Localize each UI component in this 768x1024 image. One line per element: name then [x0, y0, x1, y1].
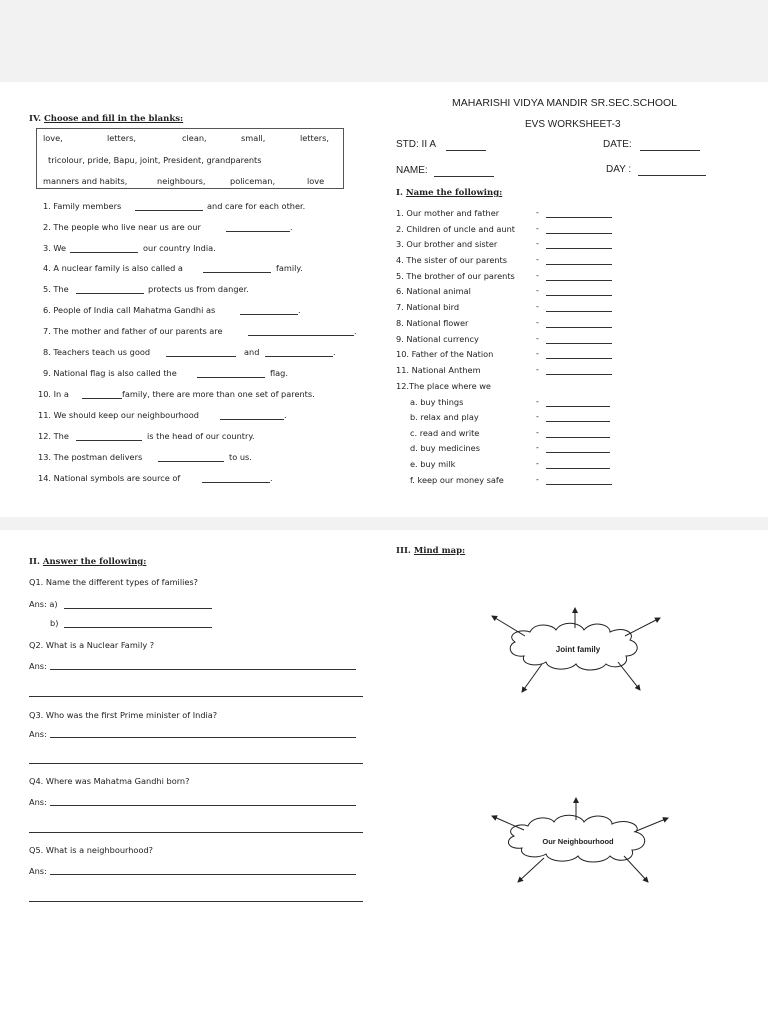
answer-line[interactable]	[29, 696, 363, 697]
fill-question: 11. We should keep our neighbourhood	[38, 410, 200, 420]
std-label: STD: II A	[396, 139, 437, 150]
name-item: 3. Our brother and sister	[396, 239, 498, 249]
name-item: 12.The place where we	[396, 381, 491, 391]
answer-blank[interactable]	[240, 314, 298, 315]
joint-family-label: Joint family	[555, 645, 601, 654]
answer-blank[interactable]	[135, 210, 203, 211]
item-dash: -	[536, 349, 539, 358]
answer-blank[interactable]	[546, 406, 610, 407]
answer-label: Ans:	[29, 729, 47, 739]
word-box-row: tricolour, pride, Bapu, joint, President, grandparents	[48, 155, 262, 165]
answer-blank[interactable]	[546, 343, 612, 344]
answer-question: Q1. Name the different types of families?	[29, 577, 199, 587]
name-item: 2. Children of uncle and aunt	[396, 224, 515, 234]
answer-line[interactable]	[50, 874, 356, 875]
name-subitem: b. relax and play	[410, 412, 479, 422]
answer-label: Ans:	[29, 661, 47, 671]
fill-question: 10. In a	[38, 389, 69, 399]
answer-blank[interactable]	[546, 468, 610, 469]
fill-question: 4. A nuclear family is also called a	[43, 263, 183, 273]
section-2-heading	[29, 557, 146, 567]
answer-blank[interactable]	[546, 264, 612, 265]
worksheet-title: EVS WORKSHEET-3	[525, 119, 621, 130]
fill-question: 6. People of India call Mahatma Gandhi as	[43, 305, 216, 315]
answer-blank[interactable]	[203, 272, 271, 273]
item-dash: -	[536, 428, 539, 437]
answer-blank[interactable]	[166, 356, 236, 357]
fill-question: is the head of our country.	[147, 431, 255, 441]
answer-label: Ans:	[29, 797, 47, 807]
joint-family-mind-map	[480, 600, 680, 700]
answer-blank[interactable]	[248, 335, 354, 336]
answer-blank[interactable]	[546, 437, 610, 438]
item-dash: -	[536, 271, 539, 280]
name-subitem: d. buy medicines	[410, 443, 480, 453]
item-dash: -	[536, 318, 539, 327]
answer-line[interactable]	[50, 737, 356, 738]
fill-question: 13. The postman delivers	[38, 452, 143, 462]
section-1-title: Name the following:	[405, 188, 503, 198]
fill-question: 7. The mother and father of our parents are	[43, 326, 223, 336]
word-box-word: neighbours,	[157, 176, 206, 186]
name-item: 4. The sister of our parents	[396, 255, 508, 265]
word-box-word: love	[307, 176, 325, 186]
section-1-number: I.	[396, 188, 403, 198]
date-blank	[640, 150, 700, 151]
word-box-word: manners and habits,	[43, 176, 128, 186]
fill-question: .	[354, 326, 357, 336]
answer-blank[interactable]	[546, 248, 612, 249]
item-dash: -	[536, 459, 539, 468]
answer-blank[interactable]	[546, 358, 612, 359]
name-item: 10. Father of the Nation	[396, 349, 494, 359]
fill-question: .	[270, 473, 273, 483]
item-dash: -	[536, 224, 539, 233]
answer-label: Ans: a)	[29, 599, 58, 609]
fill-question: 3. We	[43, 243, 67, 253]
std-blank	[446, 150, 486, 151]
answer-label: Ans:	[29, 866, 47, 876]
answer-blank[interactable]	[265, 356, 333, 357]
section-2-title: Answer the following:	[42, 557, 147, 567]
name-item: 8. National flower	[396, 318, 469, 328]
fill-question: 1. Family members	[43, 201, 122, 211]
answer-blank[interactable]	[197, 377, 265, 378]
arrow-lower-right	[624, 856, 648, 882]
item-dash: -	[536, 365, 539, 374]
answer-blank[interactable]	[546, 295, 612, 296]
answer-line[interactable]	[64, 627, 212, 628]
answer-question: Q2. What is a Nuclear Family ?	[29, 640, 155, 650]
answer-blank[interactable]	[76, 440, 142, 441]
answer-question: Q4. Where was Mahatma Gandhi born?	[29, 776, 190, 786]
answer-blank[interactable]	[226, 231, 290, 232]
day-label: DAY :	[606, 164, 632, 175]
section-4-number: IV.	[29, 114, 42, 124]
answer-question: Q5. What is a neighbourhood?	[29, 845, 153, 855]
worksheet-page-2	[0, 530, 768, 1024]
word-box-word: clean,	[182, 133, 207, 143]
arrow-lower-right	[618, 662, 640, 690]
answer-blank[interactable]	[546, 280, 612, 281]
word-box-word: letters,	[300, 133, 330, 143]
answer-blank[interactable]	[546, 484, 612, 485]
neighbourhood-mind-map	[484, 792, 680, 888]
item-dash: -	[536, 255, 539, 264]
fill-question: and	[244, 347, 260, 357]
answer-blank[interactable]	[546, 233, 612, 234]
fill-question: 14. National symbols are source of	[38, 473, 181, 483]
fill-question: 2. The people who live near us are our	[43, 222, 201, 232]
school-name: MAHARISHI VIDYA MANDIR SR.SEC.SCHOOL	[452, 97, 678, 109]
answer-blank[interactable]	[82, 398, 122, 399]
fill-question: 5. The	[43, 284, 69, 294]
item-dash: -	[536, 302, 539, 311]
fill-question: .	[333, 347, 336, 357]
fill-question: and care for each other.	[207, 201, 306, 211]
item-dash: -	[536, 286, 539, 295]
fill-question: 9. National flag is also called the	[43, 368, 177, 378]
name-item: 11. National Anthem	[396, 365, 481, 375]
answer-line[interactable]	[50, 669, 356, 670]
answer-blank[interactable]	[546, 421, 610, 422]
answer-line[interactable]	[29, 763, 363, 764]
answer-blank[interactable]	[546, 217, 612, 218]
name-blank	[434, 176, 494, 177]
date-label: DATE:	[603, 139, 632, 150]
section-4-heading	[29, 114, 183, 124]
answer-blank[interactable]	[70, 252, 138, 253]
section-3-heading	[396, 546, 465, 556]
answer-blank[interactable]	[158, 461, 224, 462]
section-1-heading	[396, 188, 502, 198]
fill-question: family.	[276, 263, 303, 273]
section-3-number: III.	[396, 546, 411, 556]
arrow-upper-right	[634, 818, 668, 832]
answer-blank[interactable]	[76, 293, 144, 294]
fill-question: protects us from danger.	[148, 284, 249, 294]
fill-question: our country India.	[143, 243, 216, 253]
fill-question: .	[290, 222, 293, 232]
section-3-title: Mind map:	[413, 546, 466, 556]
answer-blank[interactable]	[220, 419, 284, 420]
item-dash: -	[536, 239, 539, 248]
fill-question: 12. The	[38, 431, 69, 441]
arrow-lower-left	[522, 664, 542, 692]
item-dash: -	[536, 334, 539, 343]
word-box-word: love,	[43, 133, 63, 143]
name-subitem: c. read and write	[410, 428, 480, 438]
item-dash: -	[536, 475, 539, 484]
answer-question: Q3. Who was the first Prime minister of India?	[29, 710, 218, 720]
name-subitem: a. buy things	[410, 397, 464, 407]
item-dash: -	[536, 208, 539, 217]
answer-line[interactable]	[50, 805, 356, 806]
item-dash: -	[536, 443, 539, 452]
name-item: 7. National bird	[396, 302, 460, 312]
arrow-upper-right	[625, 618, 660, 636]
answer-label: b)	[50, 618, 59, 628]
name-subitem: f. keep our money safe	[410, 475, 504, 485]
item-dash: -	[536, 412, 539, 421]
word-box-word: policeman,	[230, 176, 276, 186]
answer-line[interactable]	[64, 608, 212, 609]
answer-blank[interactable]	[546, 452, 610, 453]
day-blank	[638, 175, 706, 176]
fill-question: .	[298, 305, 301, 315]
fill-question: .	[284, 410, 287, 420]
fill-question: family, there are more than one set of parents.	[122, 389, 315, 399]
name-item: 9. National currency	[396, 334, 479, 344]
name-subitem: e. buy milk	[410, 459, 456, 469]
answer-line[interactable]	[29, 901, 363, 902]
worksheet-page-1	[0, 82, 768, 517]
section-2-number: II.	[29, 557, 40, 567]
name-item: 1. Our mother and father	[396, 208, 500, 218]
word-box	[36, 128, 344, 189]
answer-blank[interactable]	[202, 482, 270, 483]
word-box-word: small,	[241, 133, 266, 143]
arrow-upper-left	[492, 616, 525, 636]
answer-blank[interactable]	[546, 311, 612, 312]
arrow-upper-left	[492, 816, 524, 830]
name-label: NAME:	[396, 165, 428, 176]
name-item: 6. National animal	[396, 286, 471, 296]
answer-blank[interactable]	[546, 327, 612, 328]
name-item: 5. The brother of our parents	[396, 271, 515, 281]
answer-line[interactable]	[29, 832, 363, 833]
fill-question: to us.	[229, 452, 252, 462]
word-box-word: letters,	[107, 133, 137, 143]
section-4-title: Choose and fill in the blanks:	[44, 114, 184, 124]
fill-question: flag.	[270, 368, 288, 378]
fill-question: 8. Teachers teach us good	[43, 347, 151, 357]
answer-blank[interactable]	[546, 374, 612, 375]
neighbourhood-label: Our Neighbourhood	[542, 837, 614, 846]
item-dash: -	[536, 397, 539, 406]
arrow-lower-left	[518, 858, 544, 882]
